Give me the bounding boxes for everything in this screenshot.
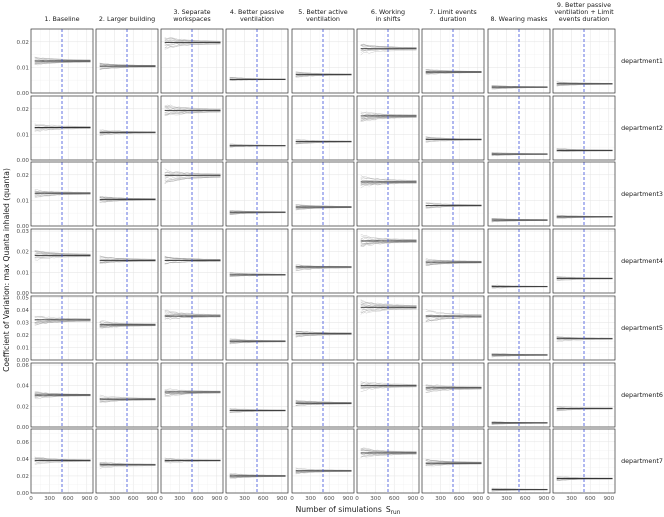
facet-panel (553, 229, 615, 293)
y-tick-label: 0.06 (16, 363, 29, 370)
column-title (371, 8, 405, 23)
y-tick-label: 0.01 (16, 65, 29, 72)
x-tick-label: 300 (44, 496, 55, 502)
column-title-line: 5. Better active (298, 8, 348, 16)
x-axis-title-subscript: run (390, 510, 401, 516)
x-tick-label: 0 (224, 496, 228, 502)
x-tick-label: 900 (538, 496, 550, 502)
facet-panel (226, 162, 288, 226)
x-tick-label: 0 (94, 496, 98, 502)
facet-panel (551, 429, 615, 502)
y-tick-label: 0.02 (16, 473, 29, 480)
facet-panel (96, 296, 158, 360)
x-axis-title (296, 505, 401, 516)
column-title (429, 8, 477, 23)
column-title-line: 9. Better passive (556, 1, 612, 9)
facet-panel (161, 296, 223, 360)
y-tick-label: 0.02 (16, 332, 29, 339)
x-tick-label: 0 (551, 496, 555, 502)
facet-panel (422, 363, 484, 427)
x-tick-label: 300 (501, 496, 512, 502)
facet-panel (292, 363, 354, 427)
facet-panel (357, 29, 419, 93)
y-tick-label: 0.04 (16, 383, 29, 390)
facet-panel (31, 296, 93, 360)
column-title-line: 4. Better passive (229, 8, 285, 16)
x-tick-label: 600 (62, 496, 74, 502)
x-tick-label: 0 (420, 496, 424, 502)
x-tick-label: 0 (486, 496, 490, 502)
facet-panel (422, 96, 484, 160)
facet-panel (29, 429, 93, 502)
column-title-line: 3. Separate (173, 8, 211, 16)
x-tick-label: 600 (257, 496, 269, 502)
facet-panel (422, 162, 484, 226)
facet-panel (422, 296, 484, 360)
column-title (491, 15, 549, 23)
x-tick-label: 300 (566, 496, 577, 502)
facet-panel (161, 363, 223, 427)
facet-panel (31, 162, 93, 226)
x-tick-label: 600 (584, 496, 596, 502)
column-title-line: ventilation (306, 15, 340, 23)
facet-panel (292, 162, 354, 226)
column-title (44, 15, 79, 23)
y-tick-label: 0.06 (16, 439, 29, 446)
x-tick-label: 300 (305, 496, 316, 502)
column-title (99, 15, 155, 23)
column-title-line: ventilation + Limit (554, 8, 614, 16)
y-tick-label: 0.00 (16, 91, 29, 97)
facet-panel (357, 96, 419, 160)
facet-panel (31, 96, 93, 160)
facet-panel (226, 29, 288, 93)
y-tick-label: 0.04 (16, 456, 29, 463)
column-title-line: ventilation (240, 15, 274, 23)
column-title (230, 8, 284, 23)
y-tick-label: 0.00 (16, 358, 29, 364)
y-tick-label: 0.00 (16, 425, 29, 431)
x-tick-label: 600 (323, 496, 335, 502)
x-tick-label: 300 (109, 496, 120, 502)
x-tick-label: 0 (355, 496, 359, 502)
y-tick-label: 0.00 (16, 291, 29, 297)
facet-panel (357, 229, 419, 293)
facet-panel (226, 229, 288, 293)
x-tick-label: 600 (388, 496, 400, 502)
facet-panel (226, 296, 288, 360)
column-title-line: in shifts (375, 15, 401, 23)
row-labels (621, 57, 663, 465)
x-tick-label: 300 (239, 496, 250, 502)
facet-panel (161, 96, 223, 160)
facet-panel (355, 429, 419, 502)
column-title-line: 2. Larger building (98, 15, 156, 23)
x-tick-label: 900 (276, 496, 288, 502)
facet-panel (488, 296, 550, 360)
facet-panel (553, 363, 615, 427)
row-label: department3 (621, 190, 663, 198)
column-title-line: 8. Wearing masks (490, 15, 548, 23)
facet-panel (161, 29, 223, 93)
x-axis-title-main: Number of simulations (295, 505, 382, 514)
facet-panel (357, 296, 419, 360)
column-title-line: 7. Limit events (429, 8, 477, 16)
x-tick-label: 600 (453, 496, 465, 502)
row-label: department4 (621, 257, 663, 265)
facet-panel (553, 96, 615, 160)
column-title (173, 8, 211, 23)
y-axis-title: Coefficient of Variation: max Quanta inhaled (quanta) (2, 168, 11, 372)
x-tick-label: 900 (342, 496, 354, 502)
facet-panel (553, 296, 615, 360)
facet-panel (486, 429, 550, 502)
x-tick-label: 900 (472, 496, 484, 502)
y-tick-label: 0.00 (16, 158, 29, 164)
y-tick-label: 0.01 (16, 345, 29, 352)
facet-panel (422, 29, 484, 93)
facet-panel (420, 429, 484, 502)
y-tick-label: 0.03 (16, 229, 29, 236)
facet-panel (488, 29, 550, 93)
row-label: department2 (621, 124, 663, 132)
y-tick-label: 0.03 (16, 320, 29, 327)
facet-panel (553, 29, 615, 93)
x-tick-label: 600 (192, 496, 204, 502)
x-tick-label: 900 (603, 496, 615, 502)
column-title-line: duration (439, 15, 467, 23)
facet-panel (290, 429, 354, 502)
facet-panel (94, 429, 158, 502)
row-label: department5 (621, 324, 663, 332)
facet-panel (488, 162, 550, 226)
row-label: department1 (621, 57, 663, 65)
facet-panel (31, 363, 93, 427)
y-tick-label: 0.01 (16, 270, 29, 277)
x-tick-label: 0 (159, 496, 163, 502)
facet-panel (161, 229, 223, 293)
facet-panel (224, 429, 288, 502)
x-tick-label: 300 (174, 496, 185, 502)
y-tick-label: 0.04 (16, 307, 29, 314)
x-tick-label: 300 (435, 496, 446, 502)
x-tick-label: 0 (29, 496, 33, 502)
column-title (554, 1, 614, 23)
facet-panel (96, 229, 158, 293)
column-title-line: 6. Working (370, 8, 406, 16)
facet-panel (488, 363, 550, 427)
facet-panel (292, 296, 354, 360)
x-tick-label: 900 (211, 496, 223, 502)
y-tick-label: 0.05 (16, 295, 29, 302)
column-title-line: workspaces (173, 15, 211, 23)
facet-panel (161, 162, 223, 226)
facet-panel (357, 162, 419, 226)
y-tick-label: 0.02 (16, 172, 29, 179)
facet-panel (159, 429, 223, 502)
x-tick-label: 600 (519, 496, 531, 502)
x-tick-label: 0 (290, 496, 294, 502)
facet-panel (488, 96, 550, 160)
column-title (298, 8, 348, 23)
facet-panel (226, 363, 288, 427)
y-tick-label: 0.00 (16, 491, 29, 497)
y-tick-label: 0.02 (16, 404, 29, 411)
facet-panel (422, 229, 484, 293)
facet-panel (292, 96, 354, 160)
y-tick-label: 0.00 (16, 224, 29, 230)
row-label: department7 (621, 457, 663, 465)
facet-panel (96, 96, 158, 160)
y-tick-label: 0.02 (16, 39, 29, 46)
x-tick-label: 900 (81, 496, 93, 502)
facet-panel (226, 96, 288, 160)
y-tick-label: 0.02 (16, 106, 29, 113)
facet-panel (357, 363, 419, 427)
column-title-line: events duration (558, 15, 610, 23)
facet-panel (292, 229, 354, 293)
facet-panel (31, 29, 93, 93)
facet-panel (96, 162, 158, 226)
y-tick-label: 0.01 (16, 198, 29, 205)
x-tick-label: 900 (146, 496, 158, 502)
facet-panel (292, 29, 354, 93)
facet-panel (488, 229, 550, 293)
facet-panel (31, 229, 93, 293)
x-tick-label: 600 (127, 496, 139, 502)
x-tick-label: 900 (407, 496, 419, 502)
x-tick-label: 300 (370, 496, 381, 502)
column-titles (44, 1, 614, 23)
y-tick-label: 0.02 (16, 249, 29, 256)
row-label: department6 (621, 391, 663, 399)
facet-panel (96, 363, 158, 427)
panel-grid (17, 29, 615, 502)
y-tick-label: 0.01 (16, 132, 29, 139)
facet-panel (96, 29, 158, 93)
x-axis-title-symbol: S (385, 505, 391, 514)
column-title-line: 1. Baseline (44, 15, 80, 23)
facet-panel (553, 162, 615, 226)
